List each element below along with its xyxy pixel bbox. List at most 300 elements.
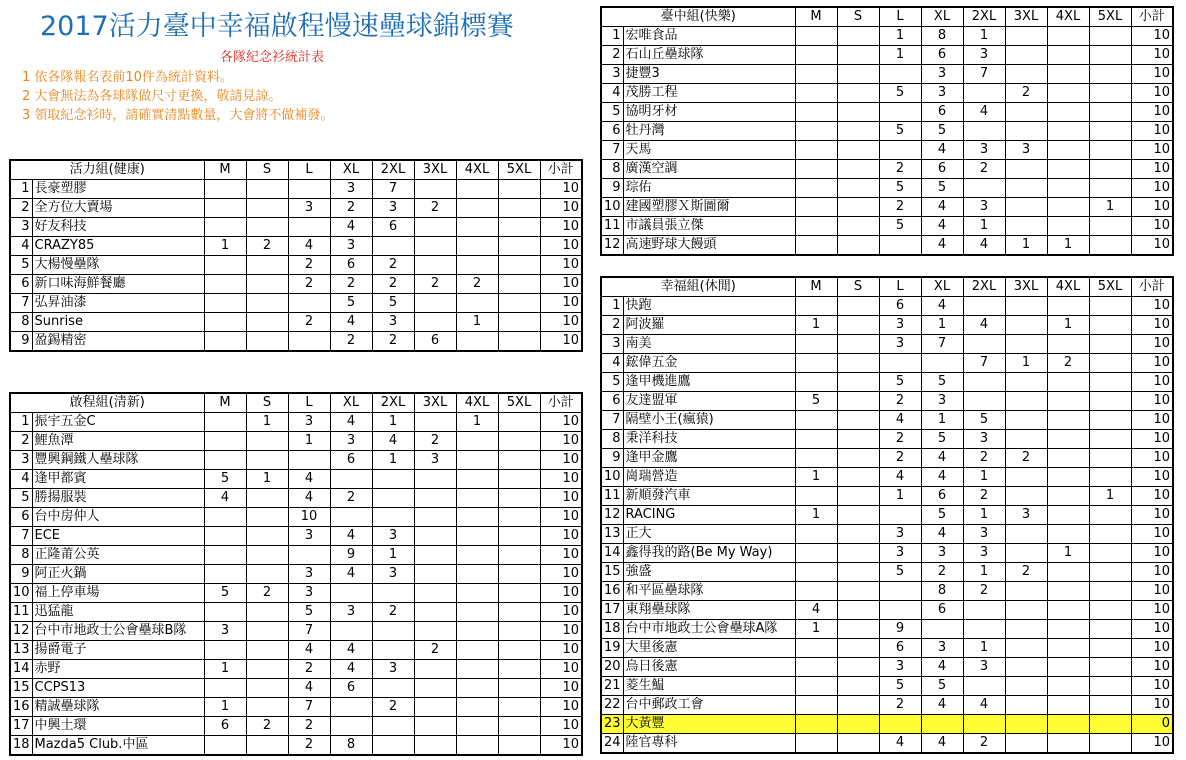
- 2xl-cell: 4: [963, 316, 1005, 335]
- table-row: [601, 734, 1173, 754]
- 2xl-cell: [963, 677, 1005, 696]
- table-row: [10, 489, 582, 508]
- team-name-cell: 宏唯食品: [623, 27, 795, 46]
- rank-cell: 21: [601, 677, 623, 696]
- m-cell: [204, 256, 246, 275]
- 4xl-cell: [1047, 449, 1089, 468]
- 3xl-cell: [414, 584, 456, 603]
- subtotal-cell: 10: [540, 237, 582, 256]
- team-name-cell: 盈錫精密: [32, 332, 204, 352]
- 4xl-cell: [1047, 639, 1089, 658]
- subtotal-cell: 10: [1131, 217, 1173, 236]
- 3xl-cell: [1005, 27, 1047, 46]
- xl-cell: [330, 717, 372, 736]
- rank-cell: 9: [601, 449, 623, 468]
- 2xl-cell: 2: [372, 275, 414, 294]
- rank-cell: 10: [601, 468, 623, 487]
- page-title: 2017活力臺中幸福啟程慢速壘球錦標賽: [40, 11, 514, 42]
- 5xl-cell: [1089, 430, 1131, 449]
- 3xl-cell: [1005, 316, 1047, 335]
- table-row: [601, 620, 1173, 639]
- 4xl-cell: 2: [1047, 354, 1089, 373]
- 3xl-cell: [1005, 65, 1047, 84]
- 3xl-cell: [1005, 658, 1047, 677]
- subtotal-cell: 10: [1131, 658, 1173, 677]
- 5xl-cell: [498, 622, 540, 641]
- xl-cell: 1: [921, 316, 963, 335]
- 3xl-cell: 2: [1005, 84, 1047, 103]
- xl-cell: 8: [330, 736, 372, 756]
- 4xl-cell: [456, 237, 498, 256]
- m-cell: [795, 141, 837, 160]
- s-cell: [837, 122, 879, 141]
- l-cell: 3: [288, 584, 330, 603]
- team-name-cell: 台中郵政工會: [623, 696, 795, 715]
- 2xl-cell: 2: [372, 603, 414, 622]
- l-cell: 3: [288, 527, 330, 546]
- l-cell: 2: [879, 392, 921, 411]
- 2xl-cell: 3: [963, 544, 1005, 563]
- 3xl-cell: [1005, 297, 1047, 316]
- 2xl-cell: 3: [963, 141, 1005, 160]
- xl-cell: [921, 354, 963, 373]
- xl-cell: 4: [921, 449, 963, 468]
- subtotal-cell: 0: [1131, 715, 1173, 734]
- 5xl-cell: [498, 237, 540, 256]
- m-cell: [795, 103, 837, 122]
- xl-cell: 4: [921, 696, 963, 715]
- s-cell: [246, 736, 288, 756]
- 5xl-cell: [1089, 639, 1131, 658]
- team-name-cell: Mazda5 Club.中區: [32, 736, 204, 756]
- 3xl-cell: [414, 527, 456, 546]
- 3xl-cell: [1005, 46, 1047, 65]
- s-cell: [837, 601, 879, 620]
- s-header: S: [246, 393, 288, 413]
- rank-cell: 7: [10, 527, 32, 546]
- l-cell: 9: [879, 620, 921, 639]
- subtotal-cell: 10: [540, 641, 582, 660]
- s-cell: [837, 677, 879, 696]
- 5xl-cell: [1089, 217, 1131, 236]
- team-name-cell: 勝揚服裝: [32, 489, 204, 508]
- 2xl-cell: 3: [372, 565, 414, 584]
- 4xl-cell: [1047, 297, 1089, 316]
- 5xl-cell: [1089, 84, 1131, 103]
- xl-cell: [330, 470, 372, 489]
- rank-cell: 3: [10, 218, 32, 237]
- m-cell: [795, 639, 837, 658]
- xl-cell: 5: [921, 430, 963, 449]
- subtotal-cell: 10: [540, 275, 582, 294]
- team-name-cell: 揚爵電子: [32, 641, 204, 660]
- 2xl-cell: [963, 122, 1005, 141]
- 5xl-cell: [498, 508, 540, 527]
- l-cell: 4: [288, 237, 330, 256]
- 2xl-cell: [372, 470, 414, 489]
- rank-cell: 6: [601, 122, 623, 141]
- 5xl-cell: [498, 546, 540, 565]
- 2xl-cell: [372, 736, 414, 756]
- m-cell: [795, 373, 837, 392]
- rank-cell: 10: [601, 198, 623, 217]
- table-row: [10, 199, 582, 218]
- 5xl-cell: [1089, 582, 1131, 601]
- 3xl-cell: [414, 679, 456, 698]
- 5xl-cell: [1089, 677, 1131, 696]
- table-row: [10, 256, 582, 275]
- m-header: M: [795, 277, 837, 297]
- l-cell: 3: [879, 316, 921, 335]
- s-cell: [837, 506, 879, 525]
- l-cell: 5: [879, 373, 921, 392]
- subtotal-cell: 10: [1131, 563, 1173, 582]
- s-cell: [837, 582, 879, 601]
- l-cell: 2: [288, 275, 330, 294]
- rank-cell: 9: [10, 332, 32, 352]
- 3xl-cell: [414, 413, 456, 432]
- l-cell: 3: [879, 544, 921, 563]
- l-cell: 1: [879, 46, 921, 65]
- table-row: [601, 506, 1173, 525]
- xl-cell: 4: [330, 641, 372, 660]
- 4xl-cell: [456, 641, 498, 660]
- 5xl-cell: [498, 603, 540, 622]
- subtotal-cell: 10: [1131, 354, 1173, 373]
- m-cell: [204, 679, 246, 698]
- 3xl-cell: [1005, 373, 1047, 392]
- 4xl-header: 4XL: [1047, 277, 1089, 297]
- rank-cell: 7: [601, 141, 623, 160]
- team-name-cell: 新順發汽車: [623, 487, 795, 506]
- 2xl-cell: [372, 237, 414, 256]
- m-cell: 1: [795, 620, 837, 639]
- 4xl-cell: [1047, 84, 1089, 103]
- rank-cell: 23: [601, 715, 623, 734]
- rank-cell: 5: [10, 256, 32, 275]
- 3xl-cell: 1: [1005, 236, 1047, 256]
- subtotal-cell: 10: [1131, 179, 1173, 198]
- l-cell: [879, 236, 921, 256]
- rank-cell: 12: [601, 236, 623, 256]
- 2xl-cell: 3: [963, 658, 1005, 677]
- s-cell: 2: [246, 717, 288, 736]
- table-row: [601, 677, 1173, 696]
- subtotal-cell: 10: [1131, 141, 1173, 160]
- s-cell: [837, 198, 879, 217]
- 5xl-cell: [1089, 354, 1131, 373]
- s-header: S: [837, 7, 879, 27]
- s-cell: 1: [246, 470, 288, 489]
- l-cell: 4: [879, 468, 921, 487]
- 5xl-cell: [1089, 392, 1131, 411]
- subtotal-cell: 10: [1131, 198, 1173, 217]
- l-cell: 5: [879, 84, 921, 103]
- table-row: [601, 582, 1173, 601]
- table-row: [601, 487, 1173, 506]
- 4xl-cell: 2: [456, 275, 498, 294]
- 5xl-cell: [498, 736, 540, 756]
- 3xl-cell: [414, 603, 456, 622]
- 5xl-cell: [498, 489, 540, 508]
- m-cell: [795, 236, 837, 256]
- xl-cell: 5: [921, 506, 963, 525]
- 4xl-cell: [456, 489, 498, 508]
- l-cell: 3: [288, 413, 330, 432]
- m-cell: [204, 603, 246, 622]
- subtotal-cell: 10: [1131, 103, 1173, 122]
- m-cell: 5: [795, 392, 837, 411]
- rank-cell: 18: [10, 736, 32, 756]
- subtotal-cell: 10: [540, 313, 582, 332]
- s-cell: [246, 180, 288, 199]
- team-name-cell: 南美: [623, 335, 795, 354]
- s-cell: [246, 603, 288, 622]
- xl-cell: [330, 698, 372, 717]
- xl-cell: 9: [330, 546, 372, 565]
- s-cell: [837, 449, 879, 468]
- subtotal-cell: 10: [1131, 160, 1173, 179]
- table-header-row: [601, 7, 1173, 27]
- 3xl-cell: [414, 546, 456, 565]
- s-cell: [837, 734, 879, 754]
- m-cell: [204, 546, 246, 565]
- m-cell: [795, 696, 837, 715]
- xl-cell: 4: [921, 141, 963, 160]
- m-cell: [204, 218, 246, 237]
- subtotal-cell: 10: [1131, 122, 1173, 141]
- xl-cell: 4: [921, 734, 963, 754]
- l-cell: 1: [288, 432, 330, 451]
- 4xl-cell: [1047, 696, 1089, 715]
- m-cell: [204, 527, 246, 546]
- team-name-cell: 鯉魚潭: [32, 432, 204, 451]
- l-cell: [879, 715, 921, 734]
- 5xl-cell: [1089, 122, 1131, 141]
- l-cell: 4: [288, 489, 330, 508]
- m-cell: [204, 313, 246, 332]
- l-cell: 4: [288, 470, 330, 489]
- 5xl-cell: [498, 413, 540, 432]
- 3xl-cell: [1005, 160, 1047, 179]
- 2xl-cell: 2: [963, 487, 1005, 506]
- 3xl-cell: [1005, 179, 1047, 198]
- 2xl-cell: 6: [372, 218, 414, 237]
- l-cell: [879, 506, 921, 525]
- table-header-row: [601, 277, 1173, 297]
- 3xl-cell: [1005, 601, 1047, 620]
- xl-cell: 3: [330, 180, 372, 199]
- table-row: [10, 736, 582, 756]
- team-name-cell: 廣漢空調: [623, 160, 795, 179]
- rank-cell: 4: [10, 237, 32, 256]
- 5xl-cell: [1089, 316, 1131, 335]
- 2xl-cell: 1: [963, 639, 1005, 658]
- 3xl-header: 3XL: [1005, 7, 1047, 27]
- 5xl-cell: 1: [1089, 198, 1131, 217]
- team-name-cell: 烏日後憲: [623, 658, 795, 677]
- l-cell: [288, 294, 330, 313]
- s-cell: [837, 65, 879, 84]
- 5xl-cell: [1089, 544, 1131, 563]
- xl-cell: 4: [921, 658, 963, 677]
- s-cell: [246, 275, 288, 294]
- l-cell: [288, 332, 330, 352]
- rank-cell: 5: [10, 489, 32, 508]
- xl-cell: 4: [921, 297, 963, 316]
- rank-cell: 9: [10, 565, 32, 584]
- 5xl-cell: [498, 565, 540, 584]
- 3xl-cell: [1005, 217, 1047, 236]
- team-name-cell: 赤野: [32, 660, 204, 679]
- 4xl-cell: [1047, 160, 1089, 179]
- s-cell: [837, 335, 879, 354]
- xl-cell: 1: [921, 411, 963, 430]
- team-name-cell: 台中房仲人: [32, 508, 204, 527]
- s-cell: 2: [246, 584, 288, 603]
- l-header: L: [288, 393, 330, 413]
- m-cell: [795, 677, 837, 696]
- subtotal-cell: 10: [1131, 236, 1173, 256]
- rank-cell: 14: [601, 544, 623, 563]
- 5xl-cell: [1089, 297, 1131, 316]
- page-subtitle: 各隊紀念衫統計表: [220, 50, 325, 65]
- rank-cell: 3: [601, 65, 623, 84]
- 2xl-cell: [963, 620, 1005, 639]
- xl-cell: 6: [921, 103, 963, 122]
- team-name-cell: 正大: [623, 525, 795, 544]
- 2xl-cell: 3: [963, 430, 1005, 449]
- 2xl-cell: 2: [372, 256, 414, 275]
- subtotal-header: 小計: [1131, 7, 1173, 27]
- rank-cell: 11: [10, 603, 32, 622]
- 5xl-cell: [1089, 696, 1131, 715]
- m-cell: 1: [795, 468, 837, 487]
- 5xl-cell: [1089, 141, 1131, 160]
- 3xl-cell: 2: [414, 275, 456, 294]
- subtotal-cell: 10: [540, 451, 582, 470]
- 5xl-cell: [1089, 525, 1131, 544]
- subtotal-cell: 10: [1131, 411, 1173, 430]
- m-cell: [204, 565, 246, 584]
- l-cell: [288, 451, 330, 470]
- team-name-cell: 大楊慢壘隊: [32, 256, 204, 275]
- 4xl-cell: [1047, 198, 1089, 217]
- table-row: [10, 717, 582, 736]
- subtotal-cell: 10: [1131, 373, 1173, 392]
- subtotal-cell: 10: [540, 508, 582, 527]
- team-name-cell: 琮佑: [623, 179, 795, 198]
- 2xl-cell: 2: [963, 449, 1005, 468]
- 2xl-header: 2XL: [963, 277, 1005, 297]
- table-row: [601, 468, 1173, 487]
- m-cell: [795, 354, 837, 373]
- 4xl-cell: 1: [456, 413, 498, 432]
- m-cell: [204, 275, 246, 294]
- rank-cell: 8: [601, 160, 623, 179]
- 3xl-cell: [414, 256, 456, 275]
- s-cell: [246, 660, 288, 679]
- subtotal-cell: 10: [540, 432, 582, 451]
- 5xl-cell: [498, 256, 540, 275]
- 2xl-cell: [372, 584, 414, 603]
- team-name-cell: 隔壁小王(瘋猿): [623, 411, 795, 430]
- table-row: [601, 601, 1173, 620]
- m-cell: [795, 525, 837, 544]
- subtotal-cell: 10: [1131, 65, 1173, 84]
- team-name-cell: 台中市地政士公會壘球B隊: [32, 622, 204, 641]
- subtotal-cell: 10: [540, 294, 582, 313]
- team-name-cell: 正隆莆公英: [32, 546, 204, 565]
- rank-cell: 4: [601, 354, 623, 373]
- rank-cell: 3: [601, 335, 623, 354]
- 2xl-cell: 1: [372, 413, 414, 432]
- table-row: [601, 122, 1173, 141]
- 5xl-cell: 1: [1089, 487, 1131, 506]
- 3xl-cell: [1005, 103, 1047, 122]
- 3xl-cell: [1005, 734, 1047, 754]
- l-cell: 3: [288, 565, 330, 584]
- 2xl-cell: [963, 373, 1005, 392]
- rank-cell: 22: [601, 696, 623, 715]
- 4xl-cell: [1047, 65, 1089, 84]
- s-cell: [837, 544, 879, 563]
- 4xl-cell: 1: [456, 313, 498, 332]
- s-cell: [837, 46, 879, 65]
- 4xl-cell: [456, 432, 498, 451]
- team-name-cell: 崗瑞營造: [623, 468, 795, 487]
- 2xl-cell: 1: [963, 217, 1005, 236]
- subtotal-cell: 10: [1131, 316, 1173, 335]
- 5xl-cell: [1089, 411, 1131, 430]
- m-cell: 5: [204, 470, 246, 489]
- 4xl-cell: [456, 698, 498, 717]
- 3xl-cell: [414, 313, 456, 332]
- team-name-cell: Sunrise: [32, 313, 204, 332]
- 4xl-cell: [456, 565, 498, 584]
- 3xl-cell: [414, 717, 456, 736]
- team-name-cell: 高速野球大饅頭: [623, 236, 795, 256]
- m-cell: [795, 734, 837, 754]
- table-row: [10, 698, 582, 717]
- table-row: [10, 546, 582, 565]
- 3xl-header: 3XL: [1005, 277, 1047, 297]
- rank-cell: 8: [10, 546, 32, 565]
- 5xl-cell: [1089, 65, 1131, 84]
- 2xl-cell: 3: [963, 525, 1005, 544]
- rank-cell: 11: [601, 487, 623, 506]
- subtotal-cell: 10: [540, 489, 582, 508]
- table-row: [10, 451, 582, 470]
- subtotal-cell: 10: [540, 332, 582, 352]
- team-name-cell: 協明牙材: [623, 103, 795, 122]
- m-header: M: [795, 7, 837, 27]
- 2xl-cell: 1: [372, 451, 414, 470]
- team-name-cell: 牡丹灣: [623, 122, 795, 141]
- subtotal-cell: 10: [1131, 506, 1173, 525]
- m-cell: [204, 332, 246, 352]
- m-cell: [204, 294, 246, 313]
- subtotal-cell: 10: [1131, 544, 1173, 563]
- rank-cell: 2: [601, 316, 623, 335]
- team-name-cell: 菱生鰛: [623, 677, 795, 696]
- l-cell: 5: [879, 122, 921, 141]
- table-row: [601, 715, 1173, 734]
- rank-cell: 1: [10, 180, 32, 199]
- table-row: [10, 527, 582, 546]
- m-cell: 1: [795, 506, 837, 525]
- s-header: S: [837, 277, 879, 297]
